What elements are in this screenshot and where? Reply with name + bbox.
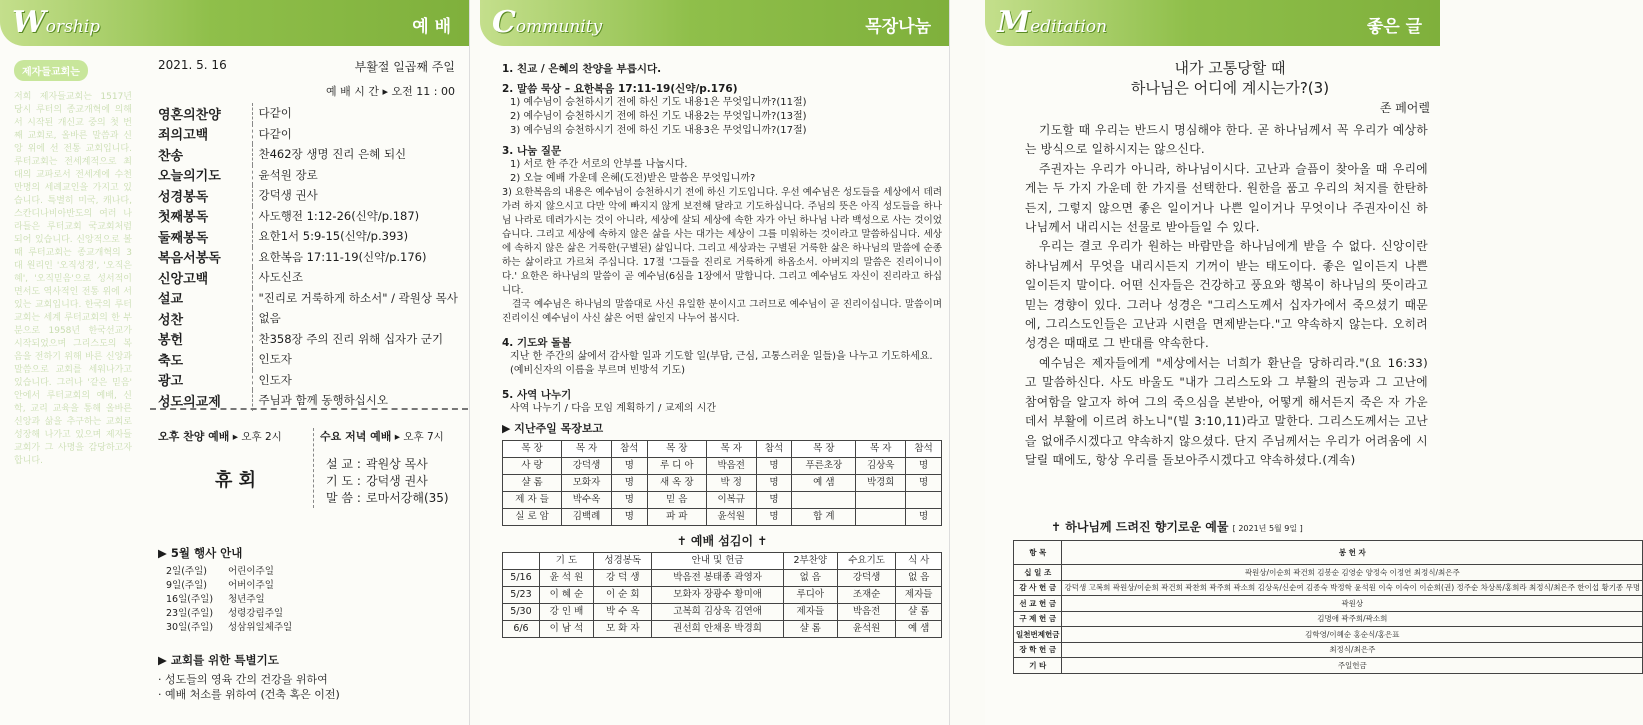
- report-table: [502, 440, 942, 526]
- serve-cell: 조재순: [837, 587, 895, 604]
- worship-panel: [0, 0, 470, 725]
- offering-header-item: 항 목: [1014, 541, 1062, 565]
- worship-order-row: [150, 267, 460, 288]
- article-paragraph: 우리는 결코 우리가 원하는 바람만을 하나님에게 받을 수 없다. 신앙이란 하나님께서 무엇을 내리시든지 기꺼이 받는 태도이다. 좋은 일이든지 나쁜 일이든지 말이다. 어떤 신자들은 건강하고 풍요와 행복이 하나님의 뜻이라고 믿는 경향이 있다. 그러나 성경은 "그리스도께서 십자가에서 죽으셨기 때문에, 그리스도인들은 고난과 시련을 면제받는다."고 약속하지 않는다. 오히려 성경은 때때로 그 반대를 약속한다.: [1025, 239, 1428, 351]
- church-intro-sidebar: [14, 60, 132, 720]
- event-date: 23일(주일): [166, 608, 214, 619]
- church-intro-badge: 제자들교회는: [14, 60, 88, 81]
- special-prayer-title: ▶ 교회를 위한 특별기도: [158, 653, 279, 667]
- serve-cell: 강 인 배: [539, 604, 593, 621]
- offering-title: ✝ 하나님께 드려진 향기로운 예물 [ 2021년 5월 9일 ]: [1051, 520, 1303, 534]
- evening-row-label: 설 교 :: [326, 457, 361, 471]
- worship-order-row: [150, 329, 460, 350]
- order-item-value: 찬462장 생명 진리 은혜 되신: [258, 147, 407, 162]
- worship-header: [0, 0, 469, 46]
- section-prayer: 4. 기도와 돌봄: [502, 337, 572, 349]
- community-header-kr: 목장나눔: [865, 17, 931, 37]
- order-item-label: 성도의교제: [150, 390, 252, 411]
- event-item: [166, 607, 458, 621]
- serve-cell: 샬 롬: [896, 604, 942, 621]
- order-item-value: 없음: [258, 311, 281, 326]
- report-cell: 샬 롬: [503, 475, 562, 492]
- evening-row-value: 강덕생 권사: [366, 474, 428, 488]
- sharing-q: 1) 서로 한 주간 서로의 안부를 나눕시다.: [510, 159, 688, 170]
- report-cell: 파 파: [647, 509, 706, 526]
- order-item-label: 축도: [150, 349, 252, 370]
- serve-header-cell: 식 사: [896, 553, 942, 570]
- community-header-title: Community: [492, 5, 603, 40]
- section-ministry: 5. 사역 나누기: [502, 389, 572, 401]
- offering-item: 기 타: [1014, 658, 1062, 674]
- article-title: 내가 고통당할 때 하나님은 어디에 계시는가?(3): [1130, 59, 1330, 97]
- report-cell: [856, 492, 906, 509]
- report-cell: 사 랑: [503, 458, 562, 475]
- report-header-cell: 목 자: [562, 441, 612, 458]
- section-fellowship: 1. 친교 / 은혜의 찬양을 부릅시다.: [502, 63, 662, 75]
- report-cell: [792, 492, 856, 509]
- order-item-label: 봉헌: [150, 329, 252, 350]
- prayer-text: 지난 한 주간의 삶에서 감사할 일과 기도할 일(부담, 근심, 고통스러운 일들)을 나누고 기도하세요. (예비신자의 이름을 부르며 빈방석 기도): [510, 351, 933, 376]
- order-item-value: 윤석원 장로: [258, 167, 318, 182]
- offering-donors: 곽원상/이순희 곽건희 김봉순 김영순 양정숙 이정연 최정식/최은주: [1062, 565, 1643, 581]
- may-events: [158, 545, 458, 635]
- order-item-label: 찬송: [150, 144, 252, 165]
- event-date: 16일(주일): [166, 594, 214, 605]
- article-paragraph: 기도할 때 우리는 반드시 명심해야 한다. 곧 하나님께서 꼭 우리가 예상하는 방식으로 일하시지는 않으신다.: [1025, 123, 1428, 157]
- afternoon-status: 휴 회: [214, 470, 257, 491]
- report-header-cell: 목 장: [792, 441, 856, 458]
- event-item: [166, 579, 458, 593]
- report-cell: 모화자: [562, 475, 612, 492]
- order-item-value: 강덕생 권사: [258, 188, 318, 203]
- serve-cell: 5/16: [503, 570, 540, 587]
- order-item-value: 요한복음 17:11-19(신약/p.176): [258, 249, 427, 264]
- report-cell: 믿 음: [647, 492, 706, 509]
- meditation-q: 2) 예수님이 승천하시기 전에 하신 기도 내용2는 무엇입니까?(13절): [510, 111, 807, 122]
- serve-row: [503, 587, 942, 604]
- offering-item: 감 사 헌 금: [1014, 580, 1062, 596]
- serve-row: [503, 604, 942, 621]
- report-cell: 명: [611, 492, 647, 509]
- report-cell: 이복규: [706, 492, 756, 509]
- church-intro-text: 저희 제자들교회는 1517년 당시 루터의 종교개혁에 의해서 시작된 개신교 중의 첫 번째 교회로, 올바른 말씀과 신앙 위에 선 전통 교회입니다. 루터교회는 전세계적으로 최대의 교파로서 전세계에 수천만명의 세례교인을 가지고 있습니다. 특별히 미국, 캐나다, 스칸디나비아반도의 여러 나라들은 루터교회 국교회처럼 되어 있습니다. 신앙적으로 볼 때 루터교회는 종교개혁의 3대 원리인 '오직성경', '오직은혜', '오직믿음'으로 성서적이면서도 역사적인 전통 위에 서 있는 교회입니다. 한국의 루터교회는 세계 루터교회의 한 부분으로 1958년 한국선교가 시작되었으며 그리스도의 복음을 전하기 위해 바른 신앙과 말씀으로 교회를 세워나가고 있습니다. 그러나 '같은 믿음' 안에서 루터교회의 예배, 신학, 교리 교육을 통해 올바른 신앙과 삶을 추구하는 교회로 성장해 나가고 있으며 제자들교회가 그 사명을 감당하고자 합니다.: [14, 92, 132, 466]
- report-cell: 푸른초장: [792, 458, 856, 475]
- worship-header-title: Worship: [12, 5, 101, 40]
- serve-cell: 예 샘: [896, 621, 942, 638]
- event-name: 성삼위일체주일: [228, 622, 293, 633]
- order-item-value: 사도신조: [258, 270, 303, 285]
- offering-row: [1014, 627, 1643, 643]
- evening-row: [326, 490, 465, 507]
- report-cell: 루 디 아: [647, 458, 706, 475]
- community-panel: [480, 0, 950, 725]
- report-row: [503, 458, 942, 475]
- offering-row: [1014, 580, 1643, 596]
- worship-order-row: [150, 247, 460, 268]
- report-header-cell: 참석: [756, 441, 792, 458]
- worship-order-row: [150, 165, 460, 186]
- meditation-q: 3) 예수님의 승천하시기 전에 하신 기도 내용3은 무엇입니까?(17절): [510, 125, 807, 136]
- report-cell: 제 자 들: [503, 492, 562, 509]
- serve-header-cell: 2부찬양: [783, 553, 837, 570]
- order-item-value: 인도자: [258, 372, 292, 387]
- worship-order-row: [150, 288, 460, 309]
- report-cell: 명: [611, 458, 647, 475]
- order-item-label: 신앙고백: [150, 267, 252, 288]
- prayer-item: · 예배 처소를 위하여 (건축 혹은 이전): [158, 688, 340, 701]
- serve-cell: 5/30: [503, 604, 540, 621]
- report-cell: 김상욱: [856, 458, 906, 475]
- evening-row-label: 말 씀 :: [326, 491, 361, 505]
- serve-cell: 이 남 석: [539, 621, 593, 638]
- order-item-label: 오늘의기도: [150, 165, 252, 186]
- meditation-header-title: Meditation: [997, 5, 1108, 40]
- report-cell: 박 정: [706, 475, 756, 492]
- report-row: [503, 492, 942, 509]
- worship-date: 2021. 5. 16: [158, 58, 227, 72]
- evening-row-value: 곽원상 목사: [366, 457, 428, 471]
- serve-table: [502, 552, 942, 638]
- article-body: [1025, 121, 1428, 470]
- event-item: [166, 621, 458, 635]
- event-name: 어버이주일: [228, 580, 274, 591]
- event-item: [166, 593, 458, 607]
- report-row: [503, 475, 942, 492]
- report-cell: 명: [756, 475, 792, 492]
- report-cell: 명: [906, 509, 942, 526]
- offering-row: [1014, 642, 1643, 658]
- order-item-value: 다같이: [258, 126, 292, 141]
- offering-table: [1013, 540, 1643, 674]
- report-cell: 강덕생: [562, 458, 612, 475]
- worship-time: 예 배 시 간 ▸ 오전 11 : 00: [326, 85, 455, 98]
- serve-cell: 강 덕 생: [594, 570, 652, 587]
- order-item-value: 요한1서 5:9-15(신약/p.393): [258, 229, 409, 244]
- worship-order-row: [150, 124, 460, 145]
- serve-cell: 강덕생: [837, 570, 895, 587]
- report-header-cell: 참석: [906, 441, 942, 458]
- offering-donors: 최정식/최은주: [1062, 642, 1643, 658]
- worship-order-section: [150, 58, 460, 411]
- worship-order-row: [150, 103, 460, 124]
- report-header-cell: 참석: [611, 441, 647, 458]
- serve-cell: 없 음: [896, 570, 942, 587]
- afternoon-service: 오후 찬양 예배 ▸ 오후 2시 휴 회: [158, 428, 313, 492]
- serve-cell: 박 수 옥: [594, 604, 652, 621]
- meditation-panel: [985, 0, 1641, 725]
- serve-cell: 6/6: [503, 621, 540, 638]
- order-item-label: 둘째봉독: [150, 226, 252, 247]
- order-item-label: 성경봉독: [150, 185, 252, 206]
- ministry-text: 사역 나누기 / 다음 모임 계획하기 / 교제의 시간: [510, 403, 717, 414]
- report-cell: 명: [906, 475, 942, 492]
- order-item-value: 인도자: [258, 352, 292, 367]
- section-sharing: 3. 나눔 질문: [502, 145, 562, 157]
- report-cell: 명: [756, 458, 792, 475]
- order-item-label: 첫째봉독: [150, 206, 252, 227]
- order-item-value: 주님과 함께 동행하십시오: [258, 393, 389, 408]
- offering-donors: 김명애 곽주희/곽소희: [1062, 611, 1643, 627]
- report-cell: 윤석원: [706, 509, 756, 526]
- serve-cell: 윤석원: [837, 621, 895, 638]
- order-item-value: "진리로 거룩하게 하소서" / 곽원상 목사: [258, 290, 458, 305]
- report-cell: 실 로 암: [503, 509, 562, 526]
- report-cell: 박음전: [706, 458, 756, 475]
- report-cell: 명: [611, 509, 647, 526]
- report-header-cell: 목 장: [503, 441, 562, 458]
- evening-row-value: 로마서강해(35): [366, 491, 449, 505]
- event-name: 어린이주일: [228, 566, 274, 577]
- worship-order-row: [150, 308, 460, 329]
- serve-cell: 제자들: [783, 604, 837, 621]
- worship-order-row: [150, 144, 460, 165]
- serve-row: [503, 621, 942, 638]
- evening-row: [326, 456, 465, 473]
- report-title: ▶ 지난주일 목장보고: [502, 422, 604, 435]
- offering-item: 장 학 헌 금: [1014, 642, 1062, 658]
- order-item-label: 성찬: [150, 308, 252, 329]
- sharing-q: 2) 오늘 예배 가운데 은혜(도전)받은 말씀은 무엇입니까?: [510, 173, 756, 184]
- order-item-label: 광고: [150, 370, 252, 391]
- serve-cell: 이 순 회: [594, 587, 652, 604]
- serve-header-cell: [503, 553, 540, 570]
- report-header-cell: 목 자: [856, 441, 906, 458]
- offering-donors: 김학영/이혜순 홍순식/홍은표: [1062, 627, 1643, 643]
- event-date: 2일(주일): [166, 566, 207, 577]
- article-paragraph: 예수님은 제자들에게 "세상에서는 너희가 환난을 당하리라."(요 16:33)고 말씀하신다. 사도 바울도 "내가 그리스도와 그 부활의 권능과 그 고난에 참여함을 알고자 하여 그의 죽으심을 본받아, 어떻게 해서든지 죽은 자 가운데서 부활에 이르려 하노니"(빌 3:10,11)라고 말한다. 그리스도께서는 고난을 없애주시겠다고 약속하지 않으셨다. 단지 주님께서는 우리가 어려움에 시달릴 때에도, 항상 우리를 돌보아주시겠다고 약속하셨다.(계속): [1025, 355, 1428, 467]
- order-item-label: 복음서봉독: [150, 247, 252, 268]
- serve-cell: 박음전 봉태종 곽영자: [652, 570, 783, 587]
- article-author: 존 페어렐: [1379, 101, 1430, 115]
- serve-cell: 박음전: [837, 604, 895, 621]
- report-cell: 명: [906, 458, 942, 475]
- report-cell: 박수옥: [562, 492, 612, 509]
- offering-row: [1014, 596, 1643, 612]
- divider: [150, 408, 468, 410]
- event-date: 30일(주일): [166, 622, 214, 633]
- offering-donors: 주일헌금: [1062, 658, 1643, 674]
- evening-service: 수요 저녁 예배 ▸ 오후 7시 설 교 : 곽원상 목사 기 도 : 강덕생 권사 말 씀 : 로마서강해(35): [313, 428, 465, 508]
- offering-row: [1014, 611, 1643, 627]
- serve-cell: 이 혜 순: [539, 587, 593, 604]
- serve-header-cell: 성경봉독: [594, 553, 652, 570]
- offering-header-donor: 봉 헌 자: [1062, 541, 1643, 565]
- report-row: [503, 509, 942, 526]
- serve-header-cell: 수요기도: [837, 553, 895, 570]
- serve-title: ✝ 예배 섬김이 ✝: [676, 534, 768, 548]
- may-events-title: ▶ 5월 행사 안내: [158, 546, 243, 560]
- worship-order-row: [150, 349, 460, 370]
- report-cell: 김백례: [562, 509, 612, 526]
- report-cell: 예 샘: [792, 475, 856, 492]
- report-cell: 박경희: [856, 475, 906, 492]
- worship-order-row: [150, 370, 460, 391]
- report-cell: [906, 492, 942, 509]
- worship-order-row: [150, 226, 460, 247]
- worship-order-table: [150, 103, 460, 411]
- order-item-label: 죄의고백: [150, 124, 252, 145]
- report-cell: 명: [756, 509, 792, 526]
- report-cell: 명: [756, 492, 792, 509]
- order-item-value: 찬358장 주의 진리 위해 십자가 군기: [258, 331, 444, 346]
- report-header-cell: 목 자: [706, 441, 756, 458]
- special-prayer: [158, 652, 458, 702]
- offering-item: 선 교 헌 금: [1014, 596, 1062, 612]
- serve-header-cell: 기 도: [539, 553, 593, 570]
- report-cell: 합 계: [792, 509, 856, 526]
- serve-cell: 제자들: [896, 587, 942, 604]
- offering-item: 일천번제헌금: [1014, 627, 1062, 643]
- meditation-q: 1) 예수님이 승천하시기 전에 하신 기도 내용1은 무엇입니까?(11절): [510, 97, 807, 108]
- report-cell: 명: [611, 475, 647, 492]
- worship-order-row: [150, 185, 460, 206]
- order-item-label: 설교: [150, 288, 252, 309]
- community-header: [480, 0, 949, 46]
- meditation-header-kr: 좋은 글: [1366, 17, 1422, 37]
- serve-cell: 권선희 안채옹 박경희: [652, 621, 783, 638]
- serve-cell: 고복희 김상욱 김연애: [652, 604, 783, 621]
- serve-cell: 없 음: [783, 570, 837, 587]
- offering-item: 구 제 헌 금: [1014, 611, 1062, 627]
- event-item: [166, 565, 458, 579]
- sharing-paragraph: 3) 요한복음의 내용은 예수님이 승천하시기 전에 하신 기도입니다. 우선 예수님은 성도들을 세상에서 데려가려 하지 않으시고 다만 악에 빠지지 않게 보전해 달라고 기도하십니다. 주님의 뜻은 아직 성도들을 하나님 나라로 데려가시는 것이 아니라, 세상에 살되 세상에 속한 자가 아닌 하나님 나라 백성으로 사는 것이었습니다. 그리고 세상에 속하지 않은 삶을 사는 대가는 세상이 그를 미워하는 것이라고 말씀하십니다. 세상에 속하지 않은 삶은 거룩한(구별된) 삶입니다. 그리고 세상과는 구별된 거룩한 삶은 하나님의 말씀에 순종하는 삶이라고 가르쳐 주십니다. 17절 '그들을 진리로 거룩하게 하옵소서. 아버지의 말씀은 진리이니이다.' 요한은 하나님의 말씀이 곧 예수님(6심을 1장에서 말합니다. 그리고 예수님도 자신이 진리라고 하십니다.: [502, 187, 942, 296]
- offering-row: [1014, 565, 1643, 581]
- serve-cell: 윤 석 원: [539, 570, 593, 587]
- order-item-value: 다같이: [258, 106, 292, 121]
- order-item-label: 영혼의찬양: [150, 103, 252, 124]
- serve-cell: 루디아: [783, 587, 837, 604]
- sunday-name: 부활절 일곱째 주일: [354, 60, 455, 74]
- article-paragraph: 주권자는 우리가 아니라, 하나님이시다. 고난과 슬픔이 찾아올 때 우리에게는 두 가지 가운데 한 가지를 선택한다. 원한을 품고 우리의 처지를 한탄하든지, 그렇지 않으면 좋은 일이거나 나쁜 일이거나 무엇이나 주권자이신 하나님께서 내리시는 선물로 받아들일 수 있다.: [1025, 161, 1428, 235]
- meditation-header: [985, 0, 1440, 46]
- section-meditation: 2. 말씀 묵상 – 요한복음 17:11-19(신약/p.176): [502, 83, 738, 95]
- offering-donors: 강덕생 고복희 곽원상/이순희 곽건희 곽찬희 곽주희 곽소희 김상욱/신순여 김종숙 박정학 윤석원 이숙 이숙이 이순희(권) 정주순 차상록/홍희라 최정식/최은주 한이섭 황기종 무명: [1062, 580, 1643, 596]
- sharing-paragraph: 결국 예수님은 하나님의 말씀대로 사신 유일한 분이시고 그러므로 예수님이 곧 진리이십니다. 말씀이며 진리이신 예수님이 사신 삶은 어떤 삶인지 나누어 봅시다.: [502, 299, 942, 324]
- event-name: 성령강림주일: [228, 608, 284, 619]
- serve-cell: 모 화 자: [594, 621, 652, 638]
- evening-row: [326, 473, 465, 490]
- serve-row: [503, 570, 942, 587]
- worship-order-row: [150, 206, 460, 227]
- event-name: 청년주일: [228, 594, 265, 605]
- report-cell: [856, 509, 906, 526]
- worship-header-kr: 예 배: [412, 17, 451, 37]
- report-header-cell: 목 장: [647, 441, 706, 458]
- order-item-value: 사도행전 1:12-26(신약/p.187): [258, 208, 420, 223]
- serve-cell: 5/23: [503, 587, 540, 604]
- report-cell: 새 옥 장: [647, 475, 706, 492]
- evening-row-label: 기 도 :: [326, 474, 361, 488]
- serve-cell: 샬 롬: [783, 621, 837, 638]
- serve-header-cell: 안내 및 헌금: [652, 553, 783, 570]
- community-content: [502, 56, 942, 638]
- prayer-item: · 성도들의 영육 간의 건강을 위하여: [158, 673, 328, 686]
- serve-cell: 모화자 장광수 황미애: [652, 587, 783, 604]
- event-date: 9일(주일): [166, 580, 207, 591]
- offering-item: 십 일 조: [1014, 565, 1062, 581]
- offering-donors: 곽원상: [1062, 596, 1643, 612]
- offering-row: [1014, 658, 1643, 674]
